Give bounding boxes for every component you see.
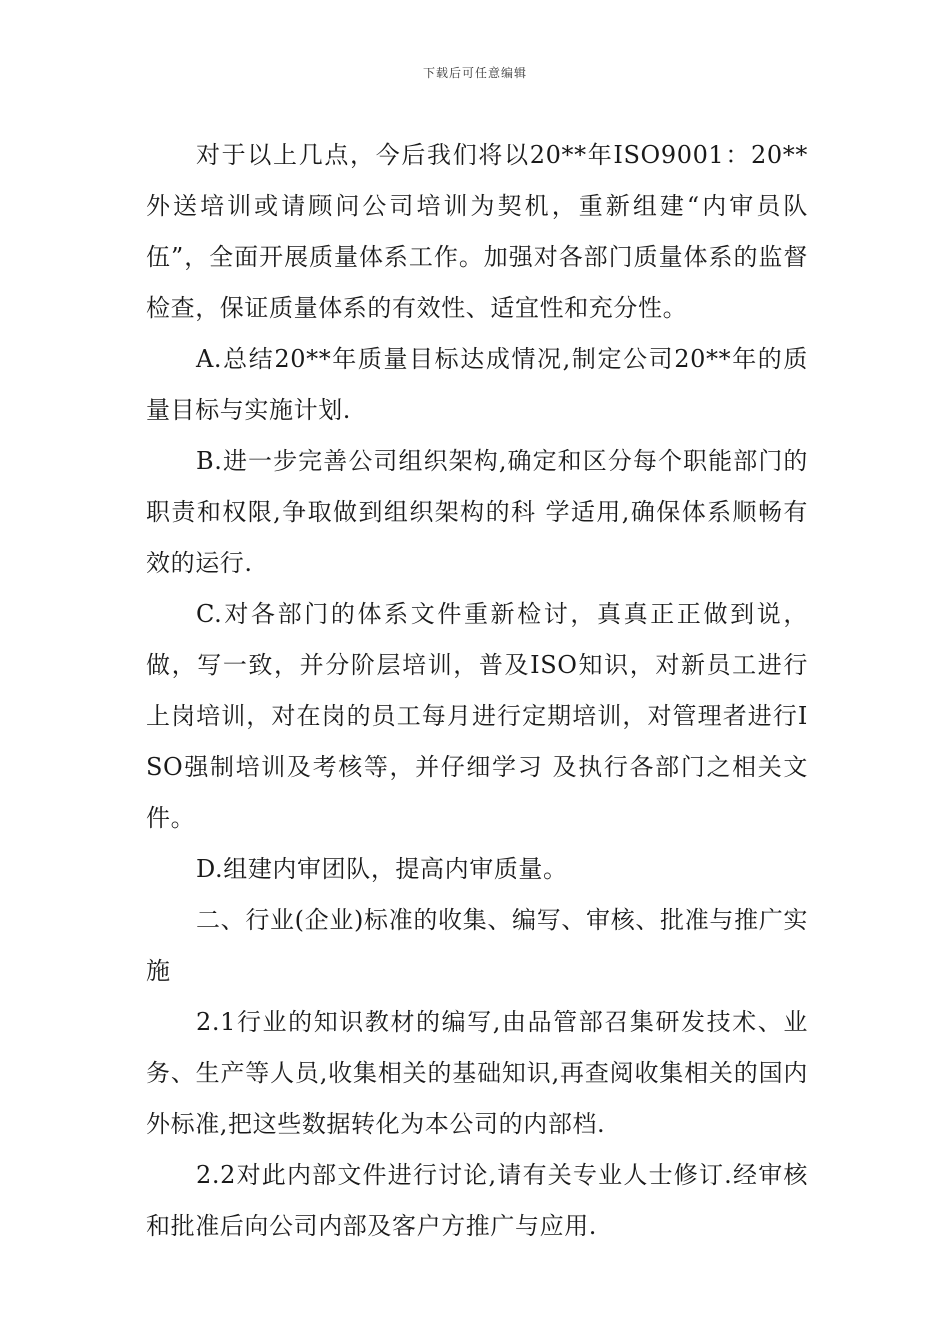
section-heading-standards: 二、行业(企业)标准的收集、编写、审核、批准与推广实施	[146, 906, 808, 985]
paragraph-item-a: A.总结20**年质量目标达成情况,制定公司20**年的质量目标与实施计划.	[146, 345, 808, 424]
paragraph-item-c: C.对各部门的体系文件重新检讨，真真正正做到说，做，写一致，并分阶层培训，普及ISO知识，对新员工进行上岗培训，对在岗的员工每月进行定期培训，对管理者进行ISO强制培训及考核等，并仔细学习 及执行各部门之相关文件。	[146, 600, 808, 832]
paragraph-2-1: 2.1行业的知识教材的编写,由品管部召集研发技术、业务、生产等人员,收集相关的基础知识,再查阅收集相关的国内外标准,把这些数据转化为本公司的内部档.	[146, 1008, 808, 1138]
document-body	[146, 130, 808, 1252]
paragraph-iso-plan: 对于以上几点，今后我们将以20**年ISO9001：20**外送培训或请顾问公司培训为契机，重新组建“内审员队伍”，全面开展质量体系工作。加强对各部门质量体系的监督检查，保证质量体系的有效性、适宜性和充分性。	[146, 141, 808, 322]
page-header-note: 下载后可任意编辑	[422, 66, 527, 80]
paragraph-2-2: 2.2对此内部文件进行讨论,请有关专业人士修订.经审核和批准后向公司内部及客户方推广与应用.	[146, 1161, 808, 1240]
paragraph-item-d: D.组建内审团队，提高内审质量。	[196, 855, 568, 883]
paragraph-item-b: B.进一步完善公司组织架构,确定和区分每个职能部门的职责和权限,争取做到组织架构的科 学适用,确保体系顺畅有效的运行.	[146, 447, 808, 577]
